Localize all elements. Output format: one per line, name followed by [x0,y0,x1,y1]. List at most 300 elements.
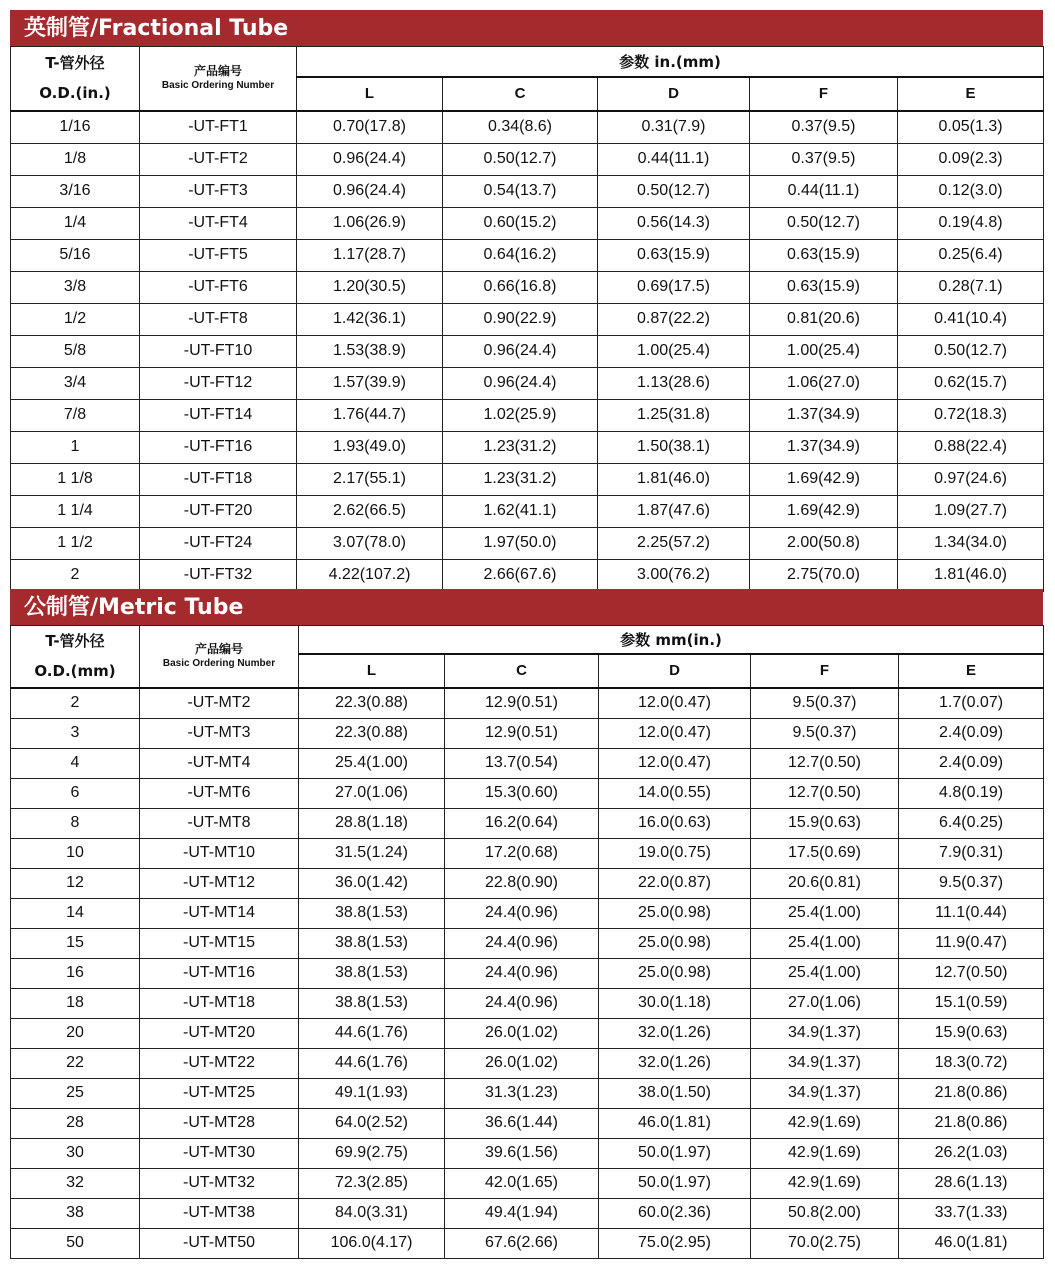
cell-d: 32.0(1.26) [599,1048,751,1078]
cell-l: 22.3(0.88) [299,688,445,719]
cell-l: 1.42(36.1) [297,303,443,335]
cell-l: 0.96(24.4) [297,143,443,175]
cell-part-number: -UT-MT18 [140,988,299,1018]
cell-l: 44.6(1.76) [299,1018,445,1048]
cell-f: 0.37(9.5) [750,111,898,144]
cell-l: 1.76(44.7) [297,399,443,431]
cell-c: 36.6(1.44) [445,1108,599,1138]
cell-c: 0.96(24.4) [443,335,598,367]
cell-e: 15.1(0.59) [899,988,1044,1018]
cell-od: 18 [11,988,140,1018]
cell-c: 24.4(0.96) [445,988,599,1018]
table-row [11,988,1044,1018]
cell-c: 15.3(0.60) [445,778,599,808]
cell-part-number: -UT-MT10 [140,838,299,868]
cell-d: 14.0(0.55) [599,778,751,808]
cell-e: 0.25(6.4) [898,239,1044,271]
cell-part-number: -UT-FT1 [140,111,297,144]
cell-c: 26.0(1.02) [445,1018,599,1048]
cell-d: 30.0(1.18) [599,988,751,1018]
cell-c: 0.66(16.8) [443,271,598,303]
cell-od: 4 [11,748,140,778]
cell-e: 0.62(15.7) [898,367,1044,399]
cell-part-number: -UT-FT24 [140,527,297,559]
table-row [11,928,1044,958]
cell-d: 25.0(0.98) [599,898,751,928]
table-row [11,303,1044,335]
cell-e: 0.05(1.3) [898,111,1044,144]
cell-od: 16 [11,958,140,988]
metric-table [10,625,1044,1259]
cell-od: 7/8 [11,399,140,431]
cell-d: 0.50(12.7) [598,175,750,207]
table-row [11,1168,1044,1198]
metric-section [10,589,1043,1259]
cell-f: 1.37(34.9) [750,431,898,463]
cell-f: 70.0(2.75) [751,1228,899,1258]
cell-e: 4.8(0.19) [899,778,1044,808]
cell-d: 0.87(22.2) [598,303,750,335]
cell-c: 0.60(15.2) [443,207,598,239]
cell-part-number: -UT-FT5 [140,239,297,271]
col-header-f: F [751,654,899,688]
table-row [11,808,1044,838]
part-number-header-en: Basic Ordering Number [162,658,276,670]
cell-part-number: -UT-MT2 [140,688,299,719]
table-row [11,143,1044,175]
table-row [11,1198,1044,1228]
cell-part-number: -UT-FT18 [140,463,297,495]
cell-part-number: -UT-FT14 [140,399,297,431]
cell-l: 1.93(49.0) [297,431,443,463]
cell-part-number: -UT-MT20 [140,1018,299,1048]
cell-d: 12.0(0.47) [599,718,751,748]
cell-d: 0.69(17.5) [598,271,750,303]
table-row [11,495,1044,527]
table-row [11,958,1044,988]
cell-e: 0.12(3.0) [898,175,1044,207]
table-row [11,868,1044,898]
col-header-c: C [443,77,598,111]
cell-e: 1.34(34.0) [898,527,1044,559]
cell-d: 38.0(1.50) [599,1078,751,1108]
cell-f: 42.9(1.69) [751,1138,899,1168]
part-number-header-cn: 产品编号 [194,642,243,657]
cell-e: 1.09(27.7) [898,495,1044,527]
cell-e: 1.7(0.07) [899,688,1044,719]
cell-part-number: -UT-MT30 [140,1138,299,1168]
metric-title: 公制管/Metric Tube [10,589,1043,625]
cell-c: 12.9(0.51) [445,688,599,719]
col-header-l: L [299,654,445,688]
cell-od: 32 [11,1168,140,1198]
cell-d: 1.81(46.0) [598,463,750,495]
cell-e: 26.2(1.03) [899,1138,1044,1168]
cell-f: 2.75(70.0) [750,559,898,591]
cell-f: 27.0(1.06) [751,988,899,1018]
cell-od: 15 [11,928,140,958]
cell-e: 0.50(12.7) [898,335,1044,367]
table-row [11,463,1044,495]
cell-l: 28.8(1.18) [299,808,445,838]
cell-l: 69.9(2.75) [299,1138,445,1168]
cell-l: 106.0(4.17) [299,1228,445,1258]
cell-l: 0.70(17.8) [297,111,443,144]
table-row [11,175,1044,207]
cell-f: 12.7(0.50) [751,778,899,808]
cell-e: 12.7(0.50) [899,958,1044,988]
cell-od: 8 [11,808,140,838]
part-number-header-en: Basic Ordering Number [161,80,275,92]
cell-od: 3 [11,718,140,748]
cell-l: 1.06(26.9) [297,207,443,239]
cell-l: 49.1(1.93) [299,1078,445,1108]
cell-od: 3/16 [11,175,140,207]
cell-part-number: -UT-MT12 [140,868,299,898]
cell-d: 0.44(11.1) [598,143,750,175]
cell-f: 12.7(0.50) [751,748,899,778]
cell-e: 21.8(0.86) [899,1108,1044,1138]
cell-e: 11.1(0.44) [899,898,1044,928]
cell-l: 22.3(0.88) [299,718,445,748]
cell-e: 28.6(1.13) [899,1168,1044,1198]
cell-c: 1.23(31.2) [443,431,598,463]
cell-part-number: -UT-MT32 [140,1168,299,1198]
cell-f: 2.00(50.8) [750,527,898,559]
cell-c: 1.23(31.2) [443,463,598,495]
table-row [11,1138,1044,1168]
cell-c: 26.0(1.02) [445,1048,599,1078]
table-row [11,239,1044,271]
fractional-title: 英制管/Fractional Tube [10,10,1043,46]
cell-e: 21.8(0.86) [899,1078,1044,1108]
cell-od: 25 [11,1078,140,1108]
cell-e: 33.7(1.33) [899,1198,1044,1228]
cell-part-number: -UT-MT38 [140,1198,299,1228]
cell-c: 24.4(0.96) [445,928,599,958]
cell-l: 38.8(1.53) [299,898,445,928]
cell-l: 0.96(24.4) [297,175,443,207]
cell-d: 25.0(0.98) [599,958,751,988]
table-row [11,1078,1044,1108]
cell-l: 38.8(1.53) [299,928,445,958]
cell-d: 0.63(15.9) [598,239,750,271]
cell-f: 0.37(9.5) [750,143,898,175]
od-header [11,47,140,111]
cell-od: 3/4 [11,367,140,399]
cell-e: 6.4(0.25) [899,808,1044,838]
cell-l: 1.17(28.7) [297,239,443,271]
cell-c: 2.66(67.6) [443,559,598,591]
cell-l: 38.8(1.53) [299,988,445,1018]
cell-c: 1.02(25.9) [443,399,598,431]
part-number-header-cn: 产品编号 [193,64,242,79]
cell-f: 25.4(1.00) [751,898,899,928]
cell-part-number: -UT-FT3 [140,175,297,207]
cell-d: 1.25(31.8) [598,399,750,431]
cell-c: 0.64(16.2) [443,239,598,271]
cell-d: 75.0(2.95) [599,1228,751,1258]
cell-e: 7.9(0.31) [899,838,1044,868]
param-header: 参数 in.(mm) [297,47,1044,77]
cell-d: 1.87(47.6) [598,495,750,527]
cell-l: 84.0(3.31) [299,1198,445,1228]
cell-e: 11.9(0.47) [899,928,1044,958]
cell-c: 12.9(0.51) [445,718,599,748]
cell-d: 46.0(1.81) [599,1108,751,1138]
table-row [11,778,1044,808]
cell-part-number: -UT-MT50 [140,1228,299,1258]
cell-f: 0.63(15.9) [750,271,898,303]
cell-f: 34.9(1.37) [751,1018,899,1048]
table-row [11,718,1044,748]
cell-c: 0.34(8.6) [443,111,598,144]
table-row [11,527,1044,559]
cell-f: 1.37(34.9) [750,399,898,431]
cell-d: 2.25(57.2) [598,527,750,559]
cell-f: 1.00(25.4) [750,335,898,367]
table-row [11,688,1044,719]
cell-d: 50.0(1.97) [599,1168,751,1198]
cell-d: 50.0(1.97) [599,1138,751,1168]
cell-f: 42.9(1.69) [751,1168,899,1198]
table-row [11,207,1044,239]
cell-od: 1 1/8 [11,463,140,495]
cell-od: 1 [11,431,140,463]
cell-f: 9.5(0.37) [751,718,899,748]
cell-part-number: -UT-FT16 [140,431,297,463]
od-header-en: O.D.(mm) [34,662,116,681]
part-number-header [140,47,297,111]
table-row [11,111,1044,144]
cell-e: 0.72(18.3) [898,399,1044,431]
cell-d: 19.0(0.75) [599,838,751,868]
cell-l: 44.6(1.76) [299,1048,445,1078]
cell-c: 1.62(41.1) [443,495,598,527]
cell-e: 1.81(46.0) [898,559,1044,591]
cell-l: 1.53(38.9) [297,335,443,367]
cell-c: 0.50(12.7) [443,143,598,175]
cell-od: 5/16 [11,239,140,271]
cell-e: 2.4(0.09) [899,748,1044,778]
cell-l: 31.5(1.24) [299,838,445,868]
table-row [11,898,1044,928]
cell-e: 15.9(0.63) [899,1018,1044,1048]
cell-od: 28 [11,1108,140,1138]
table-row [11,1048,1044,1078]
fractional-section [10,10,1043,592]
cell-d: 12.0(0.47) [599,748,751,778]
cell-part-number: -UT-FT10 [140,335,297,367]
cell-od: 5/8 [11,335,140,367]
table-row [11,431,1044,463]
cell-f: 0.44(11.1) [750,175,898,207]
cell-d: 12.0(0.47) [599,688,751,719]
cell-part-number: -UT-MT14 [140,898,299,928]
cell-part-number: -UT-MT3 [140,718,299,748]
cell-e: 0.09(2.3) [898,143,1044,175]
cell-d: 0.31(7.9) [598,111,750,144]
col-header-d: D [599,654,751,688]
cell-od: 10 [11,838,140,868]
cell-c: 22.8(0.90) [445,868,599,898]
param-header: 参数 mm(in.) [299,626,1044,654]
table-row [11,1108,1044,1138]
cell-f: 0.81(20.6) [750,303,898,335]
od-header-cn: T-管外径 [45,54,105,73]
cell-e: 0.41(10.4) [898,303,1044,335]
cell-d: 1.13(28.6) [598,367,750,399]
cell-part-number: -UT-MT8 [140,808,299,838]
cell-c: 13.7(0.54) [445,748,599,778]
cell-l: 27.0(1.06) [299,778,445,808]
cell-c: 0.54(13.7) [443,175,598,207]
table-row [11,271,1044,303]
cell-f: 1.06(27.0) [750,367,898,399]
cell-c: 42.0(1.65) [445,1168,599,1198]
fractional-table [10,46,1044,592]
cell-l: 1.20(30.5) [297,271,443,303]
cell-part-number: -UT-MT15 [140,928,299,958]
cell-od: 1 1/2 [11,527,140,559]
cell-od: 1/2 [11,303,140,335]
cell-e: 18.3(0.72) [899,1048,1044,1078]
cell-f: 17.5(0.69) [751,838,899,868]
cell-e: 9.5(0.37) [899,868,1044,898]
table-row [11,399,1044,431]
cell-c: 67.6(2.66) [445,1228,599,1258]
cell-part-number: -UT-FT32 [140,559,297,591]
cell-part-number: -UT-MT25 [140,1078,299,1108]
cell-l: 2.17(55.1) [297,463,443,495]
cell-l: 2.62(66.5) [297,495,443,527]
cell-part-number: -UT-FT20 [140,495,297,527]
cell-od: 1/4 [11,207,140,239]
cell-c: 1.97(50.0) [443,527,598,559]
cell-l: 4.22(107.2) [297,559,443,591]
cell-l: 1.57(39.9) [297,367,443,399]
cell-c: 24.4(0.96) [445,898,599,928]
cell-od: 6 [11,778,140,808]
cell-f: 25.4(1.00) [751,928,899,958]
table-row [11,1018,1044,1048]
cell-l: 25.4(1.00) [299,748,445,778]
cell-od: 38 [11,1198,140,1228]
cell-od: 1/16 [11,111,140,144]
cell-e: 0.88(22.4) [898,431,1044,463]
cell-part-number: -UT-FT12 [140,367,297,399]
od-header [11,626,140,688]
col-header-c: C [445,654,599,688]
cell-d: 0.56(14.3) [598,207,750,239]
cell-f: 9.5(0.37) [751,688,899,719]
cell-c: 0.96(24.4) [443,367,598,399]
cell-d: 60.0(2.36) [599,1198,751,1228]
cell-od: 20 [11,1018,140,1048]
cell-f: 20.6(0.81) [751,868,899,898]
cell-part-number: -UT-MT4 [140,748,299,778]
cell-f: 0.63(15.9) [750,239,898,271]
cell-f: 1.69(42.9) [750,463,898,495]
cell-od: 22 [11,1048,140,1078]
cell-c: 24.4(0.96) [445,958,599,988]
cell-d: 1.50(38.1) [598,431,750,463]
cell-l: 36.0(1.42) [299,868,445,898]
table-row [11,335,1044,367]
col-header-e: E [899,654,1044,688]
cell-c: 0.90(22.9) [443,303,598,335]
cell-l: 72.3(2.85) [299,1168,445,1198]
cell-part-number: -UT-FT8 [140,303,297,335]
cell-d: 3.00(76.2) [598,559,750,591]
cell-c: 31.3(1.23) [445,1078,599,1108]
table-row [11,838,1044,868]
cell-f: 34.9(1.37) [751,1078,899,1108]
cell-f: 25.4(1.00) [751,958,899,988]
cell-od: 2 [11,688,140,719]
cell-part-number: -UT-MT16 [140,958,299,988]
cell-d: 25.0(0.98) [599,928,751,958]
cell-od: 1 1/4 [11,495,140,527]
col-header-d: D [598,77,750,111]
cell-d: 22.0(0.87) [599,868,751,898]
cell-f: 42.9(1.69) [751,1108,899,1138]
cell-part-number: -UT-MT22 [140,1048,299,1078]
cell-c: 16.2(0.64) [445,808,599,838]
table-row [11,1228,1044,1258]
cell-od: 12 [11,868,140,898]
col-header-l: L [297,77,443,111]
cell-d: 1.00(25.4) [598,335,750,367]
cell-f: 1.69(42.9) [750,495,898,527]
table-row [11,748,1044,778]
table-row [11,367,1044,399]
cell-part-number: -UT-MT6 [140,778,299,808]
col-header-f: F [750,77,898,111]
cell-e: 2.4(0.09) [899,718,1044,748]
cell-f: 34.9(1.37) [751,1048,899,1078]
od-header-en: O.D.(in.) [39,84,111,103]
cell-part-number: -UT-MT28 [140,1108,299,1138]
cell-od: 2 [11,559,140,591]
od-header-cn: T-管外径 [45,632,105,651]
cell-l: 3.07(78.0) [297,527,443,559]
col-header-e: E [898,77,1044,111]
cell-part-number: -UT-FT6 [140,271,297,303]
cell-e: 0.28(7.1) [898,271,1044,303]
cell-od: 14 [11,898,140,928]
cell-part-number: -UT-FT2 [140,143,297,175]
cell-od: 50 [11,1228,140,1258]
cell-l: 64.0(2.52) [299,1108,445,1138]
cell-c: 49.4(1.94) [445,1198,599,1228]
cell-c: 39.6(1.56) [445,1138,599,1168]
cell-e: 0.97(24.6) [898,463,1044,495]
cell-od: 1/8 [11,143,140,175]
cell-e: 46.0(1.81) [899,1228,1044,1258]
part-number-header [140,626,299,688]
cell-d: 32.0(1.26) [599,1018,751,1048]
cell-part-number: -UT-FT4 [140,207,297,239]
cell-od: 3/8 [11,271,140,303]
cell-f: 0.50(12.7) [750,207,898,239]
cell-d: 16.0(0.63) [599,808,751,838]
cell-od: 30 [11,1138,140,1168]
table-row [11,559,1044,591]
cell-f: 15.9(0.63) [751,808,899,838]
cell-f: 50.8(2.00) [751,1198,899,1228]
cell-e: 0.19(4.8) [898,207,1044,239]
